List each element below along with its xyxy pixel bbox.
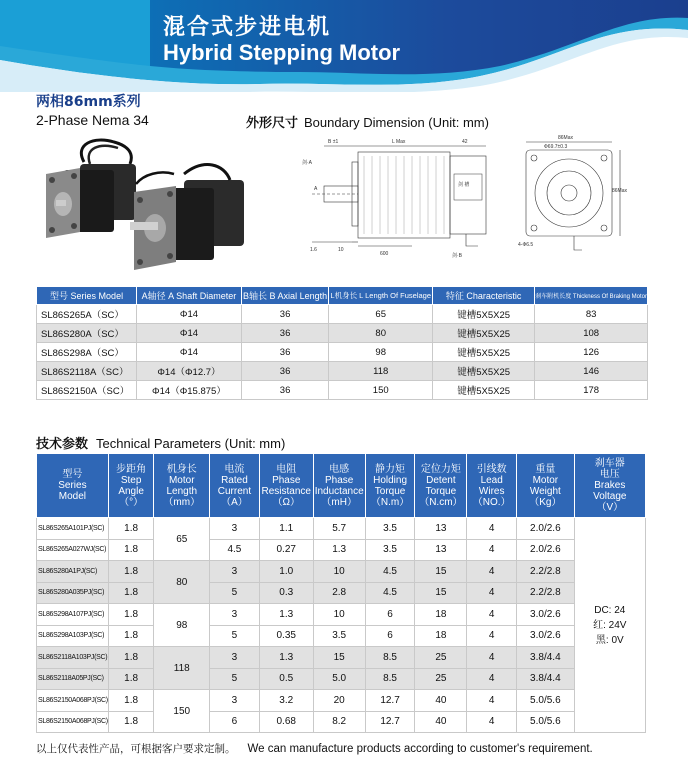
cell-lead-wires: 4 bbox=[467, 647, 517, 669]
col-axial-length: B轴长 B Axial Length bbox=[241, 287, 329, 305]
cell-step-angle: 1.8 bbox=[108, 539, 154, 561]
dim-l-max: L Max bbox=[392, 139, 406, 145]
cell-shaft: Φ14 bbox=[137, 305, 242, 324]
dim-label-a: 剑·A bbox=[302, 160, 313, 166]
dim-height: 86Max bbox=[612, 188, 628, 194]
cell-model: SL86S280A（SC） bbox=[37, 324, 137, 343]
dim-bolt-circle: Ф69.7±0.3 bbox=[544, 144, 568, 150]
footer-note-en: We can manufacture products according to customer's requirement. bbox=[247, 743, 593, 755]
brake-red: 红: 24V bbox=[593, 619, 627, 631]
cell-weight: 3.0/2.6 bbox=[517, 604, 575, 626]
col-braking-thickness: 刹车附机长度 Thickness Of Braking Motor bbox=[535, 287, 648, 305]
table-row bbox=[37, 604, 646, 626]
cell-length: 118 bbox=[329, 362, 433, 381]
cell-detent-torque: 13 bbox=[415, 518, 467, 540]
cell-length: 98 bbox=[329, 343, 433, 362]
cell-resistance: 1.1 bbox=[259, 518, 313, 540]
dim-holes: 4-Ф6.5 bbox=[518, 242, 534, 248]
cell-lead-wires: 4 bbox=[467, 625, 517, 647]
cell-brake-length: 146 bbox=[535, 362, 648, 381]
cell-detent-torque: 15 bbox=[415, 582, 467, 604]
cell-lead-wires: 4 bbox=[467, 518, 517, 540]
cell-detent-torque: 40 bbox=[415, 711, 467, 733]
dim-42: 42 bbox=[462, 139, 468, 145]
cell-holding-torque: 6 bbox=[365, 604, 415, 626]
cell-lead-wires: 4 bbox=[467, 604, 517, 626]
dimension-title bbox=[246, 112, 489, 131]
cell-brake-voltage bbox=[574, 518, 645, 733]
table-row bbox=[37, 539, 646, 561]
col-series-model: 型号 Series Model bbox=[37, 287, 137, 305]
col-resistance: 电阻 Phase Resistance （Ω） bbox=[259, 454, 313, 518]
cell-length: 150 bbox=[329, 381, 433, 400]
col-brake-voltage: 刹车器 电压 Brakes Voltage （V） bbox=[574, 454, 645, 518]
model-dimension-table bbox=[36, 286, 648, 400]
boundary-dimension-end-drawing bbox=[512, 134, 632, 260]
cell-inductance: 10 bbox=[313, 561, 365, 583]
col-rated-current: 电流 Rated Current （A） bbox=[210, 454, 260, 518]
cell-detent-torque: 18 bbox=[415, 625, 467, 647]
cell-holding-torque: 4.5 bbox=[365, 582, 415, 604]
cell-step-angle: 1.8 bbox=[108, 561, 154, 583]
cell-lead-wires: 4 bbox=[467, 711, 517, 733]
cell-shaft: Φ14（Φ15.875） bbox=[137, 381, 242, 400]
col-characteristic: 特征 Characteristic bbox=[433, 287, 535, 305]
footer-note-cn: 以上仅代表性产品，可根据客户要求定制。 bbox=[36, 743, 236, 755]
cell-model: SL86S298A（SC） bbox=[37, 343, 137, 362]
cell-inductance: 15 bbox=[313, 647, 365, 669]
cell-lead-wires: 4 bbox=[467, 582, 517, 604]
cell-model: SL86S2150A068PJ(SC) bbox=[37, 711, 109, 733]
cell-inductance: 10 bbox=[313, 604, 365, 626]
model-table-header bbox=[37, 287, 648, 305]
cell-resistance: 1.0 bbox=[259, 561, 313, 583]
cell-current: 5 bbox=[210, 582, 260, 604]
col-shaft-diameter: A轴径 A Shaft Diameter bbox=[137, 287, 242, 305]
dimension-title-cn: 外形尺寸 bbox=[246, 116, 299, 131]
col-weight: 重量 Motor Weight （Kg） bbox=[517, 454, 575, 518]
cell-model: SL86S265A（SC） bbox=[37, 305, 137, 324]
table-row bbox=[37, 647, 646, 669]
cell-detent-torque: 18 bbox=[415, 604, 467, 626]
cell-characteristic: 键槽5X5X25 bbox=[433, 362, 535, 381]
cell-current: 3 bbox=[210, 518, 260, 540]
cell-inductance: 2.8 bbox=[313, 582, 365, 604]
cell-detent-torque: 25 bbox=[415, 668, 467, 690]
cell-detent-torque: 40 bbox=[415, 690, 467, 712]
footer-note bbox=[36, 741, 593, 756]
motor-photo bbox=[34, 134, 246, 284]
cell-characteristic: 键槽5X5X25 bbox=[433, 343, 535, 362]
cell-step-angle: 1.8 bbox=[108, 604, 154, 626]
cell-lead-wires: 4 bbox=[467, 690, 517, 712]
cell-axial: 36 bbox=[241, 324, 329, 343]
cell-detent-torque: 15 bbox=[415, 561, 467, 583]
cell-weight: 3.8/4.4 bbox=[517, 647, 575, 669]
dim-shaft-len: 10 bbox=[338, 247, 344, 253]
col-fuselage-length: L机身长 L Length Of Fuselage bbox=[329, 287, 433, 305]
table-row bbox=[37, 711, 646, 733]
cell-resistance: 0.3 bbox=[259, 582, 313, 604]
cell-detent-torque: 13 bbox=[415, 539, 467, 561]
table-row bbox=[37, 324, 648, 343]
dim-label-b: 剑·B bbox=[452, 253, 463, 259]
cell-inductance: 8.2 bbox=[313, 711, 365, 733]
cell-motor-length: 80 bbox=[154, 561, 210, 604]
table-row bbox=[37, 305, 648, 324]
tech-title-en: Technical Parameters (Unit: mm) bbox=[96, 436, 286, 451]
cell-shaft: Φ14（Φ12.7） bbox=[137, 362, 242, 381]
table-row bbox=[37, 561, 646, 583]
cell-detent-torque: 25 bbox=[415, 647, 467, 669]
cell-model: SL86S2118A（SC） bbox=[37, 362, 137, 381]
cell-motor-length: 65 bbox=[154, 518, 210, 561]
banner-title-en: Hybrid Stepping Motor bbox=[163, 40, 401, 65]
cell-inductance: 3.5 bbox=[313, 625, 365, 647]
dim-lead: 600 bbox=[380, 251, 389, 257]
cell-current: 6 bbox=[210, 711, 260, 733]
cell-motor-length: 98 bbox=[154, 604, 210, 647]
brake-dc: DC: 24 bbox=[594, 604, 626, 616]
col-step-angle: 步距角 Step Angle （°） bbox=[108, 454, 154, 518]
cell-step-angle: 1.8 bbox=[108, 668, 154, 690]
cell-lead-wires: 4 bbox=[467, 539, 517, 561]
table-row bbox=[37, 518, 646, 540]
header-banner bbox=[0, 0, 688, 92]
tech-title-cn: 技术参数 bbox=[36, 437, 89, 452]
dim-note: 剑 槽 bbox=[458, 182, 470, 188]
cell-inductance: 20 bbox=[313, 690, 365, 712]
dimension-title-en: Boundary Dimension (Unit: mm) bbox=[304, 115, 489, 130]
cell-motor-length: 150 bbox=[154, 690, 210, 733]
cell-holding-torque: 4.5 bbox=[365, 561, 415, 583]
cell-inductance: 5.7 bbox=[313, 518, 365, 540]
cell-length: 65 bbox=[329, 305, 433, 324]
cell-weight: 3.8/4.4 bbox=[517, 668, 575, 690]
col-holding-torque: 静力矩 Holding Torque （N.m） bbox=[365, 454, 415, 518]
dim-b: B ±1 bbox=[328, 139, 339, 145]
cell-weight: 5.0/5.6 bbox=[517, 711, 575, 733]
cell-current: 3 bbox=[210, 647, 260, 669]
cell-model: SL86S298A103PJ(SC) bbox=[37, 625, 109, 647]
cell-current: 3 bbox=[210, 690, 260, 712]
cell-model: SL86S2118A103PJ(SC) bbox=[37, 647, 109, 669]
cell-inductance: 5.0 bbox=[313, 668, 365, 690]
cell-brake-length: 83 bbox=[535, 305, 648, 324]
cell-step-angle: 1.8 bbox=[108, 582, 154, 604]
table-row bbox=[37, 668, 646, 690]
table-row bbox=[37, 343, 648, 362]
dim-flange-size: 86Max bbox=[558, 135, 574, 141]
cell-characteristic: 键槽5X5X25 bbox=[433, 305, 535, 324]
table-row bbox=[37, 362, 648, 381]
cell-axial: 36 bbox=[241, 343, 329, 362]
cell-step-angle: 1.8 bbox=[108, 690, 154, 712]
cell-current: 5 bbox=[210, 625, 260, 647]
series-title-cn: 两相86mm系列 bbox=[36, 94, 141, 110]
cell-axial: 36 bbox=[241, 381, 329, 400]
cell-model: SL86S280A1PJ(SC) bbox=[37, 561, 109, 583]
cell-resistance: 0.68 bbox=[259, 711, 313, 733]
cell-model: SL86S280A035PJ(SC) bbox=[37, 582, 109, 604]
cell-weight: 2.0/2.6 bbox=[517, 518, 575, 540]
col-detent-torque: 定位力矩 Detent Torque （N.cm） bbox=[415, 454, 467, 518]
cell-resistance: 0.35 bbox=[259, 625, 313, 647]
cell-model: SL86S2118A05PJ(SC) bbox=[37, 668, 109, 690]
cell-holding-torque: 3.5 bbox=[365, 518, 415, 540]
table-row bbox=[37, 381, 648, 400]
col-motor-length: 机身长 Motor Length （mm） bbox=[154, 454, 210, 518]
cell-model: SL86S265A101PJ(SC) bbox=[37, 518, 109, 540]
col-model: 型号 Series Model bbox=[37, 454, 109, 518]
cell-characteristic: 键槽5X5X25 bbox=[433, 381, 535, 400]
cell-weight: 5.0/5.6 bbox=[517, 690, 575, 712]
cell-holding-torque: 8.5 bbox=[365, 668, 415, 690]
cell-step-angle: 1.8 bbox=[108, 625, 154, 647]
cell-resistance: 1.3 bbox=[259, 647, 313, 669]
cell-current: 5 bbox=[210, 668, 260, 690]
cell-brake-length: 126 bbox=[535, 343, 648, 362]
cell-resistance: 0.27 bbox=[259, 539, 313, 561]
series-title-en: 2-Phase Nema 34 bbox=[36, 112, 149, 128]
cell-brake-length: 178 bbox=[535, 381, 648, 400]
cell-holding-torque: 3.5 bbox=[365, 539, 415, 561]
banner-title-cn: 混合式步进电机 bbox=[163, 15, 332, 40]
cell-weight: 3.0/2.6 bbox=[517, 625, 575, 647]
dim-flange: 1.6 bbox=[310, 247, 317, 253]
cell-inductance: 1.3 bbox=[313, 539, 365, 561]
boundary-dimension-front-drawing bbox=[292, 134, 502, 268]
cell-shaft: Φ14 bbox=[137, 343, 242, 362]
cell-holding-torque: 6 bbox=[365, 625, 415, 647]
cell-lead-wires: 4 bbox=[467, 561, 517, 583]
cell-resistance: 1.3 bbox=[259, 604, 313, 626]
cell-model: SL86S2150A068PJ(SC) bbox=[37, 690, 109, 712]
cell-axial: 36 bbox=[241, 305, 329, 324]
cell-brake-length: 108 bbox=[535, 324, 648, 343]
cell-model: SL86S265A027WJ(SC) bbox=[37, 539, 109, 561]
cell-weight: 2.2/2.8 bbox=[517, 561, 575, 583]
tech-params-title bbox=[36, 433, 285, 452]
cell-characteristic: 键槽5X5X25 bbox=[433, 324, 535, 343]
cell-motor-length: 118 bbox=[154, 647, 210, 690]
cell-resistance: 3.2 bbox=[259, 690, 313, 712]
cell-weight: 2.2/2.8 bbox=[517, 582, 575, 604]
dim-a: A bbox=[314, 186, 318, 192]
cell-lead-wires: 4 bbox=[467, 668, 517, 690]
cell-holding-torque: 12.7 bbox=[365, 711, 415, 733]
cell-axial: 36 bbox=[241, 362, 329, 381]
cell-model: SL86S2150A（SC） bbox=[37, 381, 137, 400]
table-row bbox=[37, 690, 646, 712]
cell-step-angle: 1.8 bbox=[108, 647, 154, 669]
tech-table-header bbox=[37, 454, 646, 518]
cell-length: 80 bbox=[329, 324, 433, 343]
table-row bbox=[37, 582, 646, 604]
cell-resistance: 0.5 bbox=[259, 668, 313, 690]
table-row bbox=[37, 625, 646, 647]
brake-black: 黑: 0V bbox=[595, 634, 624, 646]
cell-holding-torque: 8.5 bbox=[365, 647, 415, 669]
technical-parameters-table bbox=[36, 453, 646, 733]
cell-shaft: Φ14 bbox=[137, 324, 242, 343]
cell-current: 3 bbox=[210, 561, 260, 583]
cell-current: 4.5 bbox=[210, 539, 260, 561]
cell-weight: 2.0/2.6 bbox=[517, 539, 575, 561]
col-inductance: 电感 Phase Inductance （mH） bbox=[313, 454, 365, 518]
cell-holding-torque: 12.7 bbox=[365, 690, 415, 712]
cell-step-angle: 1.8 bbox=[108, 518, 154, 540]
cell-step-angle: 1.8 bbox=[108, 711, 154, 733]
cell-current: 3 bbox=[210, 604, 260, 626]
col-lead-wires: 引线数 Lead Wires （NO.） bbox=[467, 454, 517, 518]
cell-model: SL86S298A107PJ(SC) bbox=[37, 604, 109, 626]
